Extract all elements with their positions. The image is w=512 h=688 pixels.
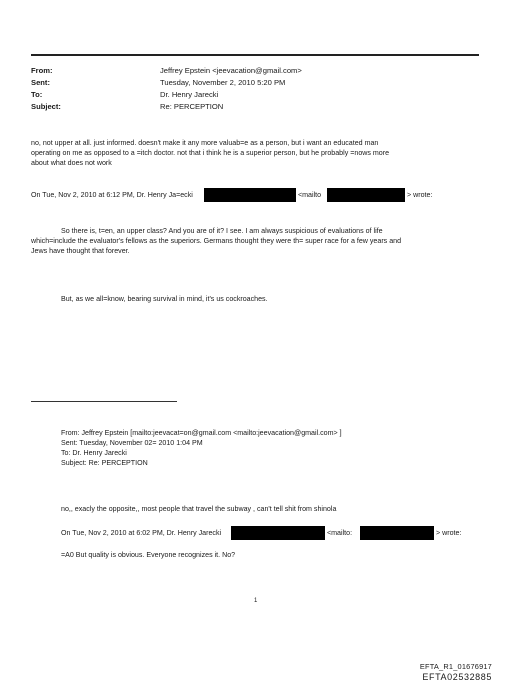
para1-line: So there is, t=en, an upper class? And you are of it? I see. I am always suspicious of evaluations of life [61, 227, 383, 235]
header-rule [31, 54, 479, 56]
separator-line [31, 401, 177, 402]
quote2-prefix: On Tue, Nov 2, 2010 at 6:02 PM, Dr. Henry Jarecki [61, 529, 222, 537]
para1-line: which=include the evaluator's fellows as the superiors. Germans thought they were th= super race for a few years and [31, 237, 402, 245]
fwd-to-line: To: Dr. Henry Jarecki [61, 449, 127, 457]
redaction-box [204, 188, 296, 202]
quote1-prefix: On Tue, Nov 2, 2010 at 6:12 PM, Dr. Henry Ja=ecki [31, 191, 193, 199]
fwd-body-line: no,, exacly the opposite,, most people that travel the subway , can't tell shit from shinola [61, 505, 337, 513]
reply-line: no, not upper at all. just informed. doesn't make it any more valuab=e as a person, but i want an educated man [31, 139, 379, 147]
fwd-sent-line: Sent: Tuesday, November 02= 2010 1:04 PM [61, 439, 203, 447]
quote1-suffix: > wrote: [407, 191, 433, 199]
to-label: To: [31, 90, 43, 99]
from-label: From: [31, 66, 53, 75]
para2: But, as we all=know, bearing survival in mind, it's us cockroaches. [61, 295, 268, 303]
redaction-box [327, 188, 405, 202]
subject-value: Re: PERCEPTION [160, 102, 224, 111]
para1-line: Jews have thought that forever. [31, 247, 130, 255]
redaction-box [360, 526, 434, 540]
redaction-box [231, 526, 325, 540]
page-number: 1 [254, 598, 258, 604]
from-value: Jeffrey Epstein <jeevacation@gmail.com> [160, 66, 302, 75]
quote2-suffix: > wrote: [436, 529, 462, 537]
quote1-mailto: <mailto [298, 191, 322, 199]
bates-stamp-secondary: EFTA02532885 [422, 672, 492, 682]
fwd-from-line: From: Jeffrey Epstein [mailto:jeevacat=on@gmail.com <mailto:jeevacation@gmail.com> ] [61, 429, 342, 437]
reply-line: about what does not work [31, 159, 112, 167]
sent-label: Sent: [31, 78, 50, 87]
subject-label: Subject: [31, 102, 61, 111]
fwd-subject-line: Subject: Re: PERCEPTION [61, 459, 148, 467]
sent-value: Tuesday, November 2, 2010 5:20 PM [160, 78, 286, 87]
to-value: Dr. Henry Jarecki [160, 90, 219, 99]
reply-line: operating on me as opposed to a =itch doctor. not that i think he is a superior person, but he probably =nows more [31, 149, 390, 157]
quote2-body: =A0 But quality is obvious. Everyone recognizes it. No? [61, 551, 236, 559]
bates-stamp-primary: EFTA_R1_01676917 [419, 662, 492, 671]
quote2-mailto: <mailto: [327, 529, 353, 537]
